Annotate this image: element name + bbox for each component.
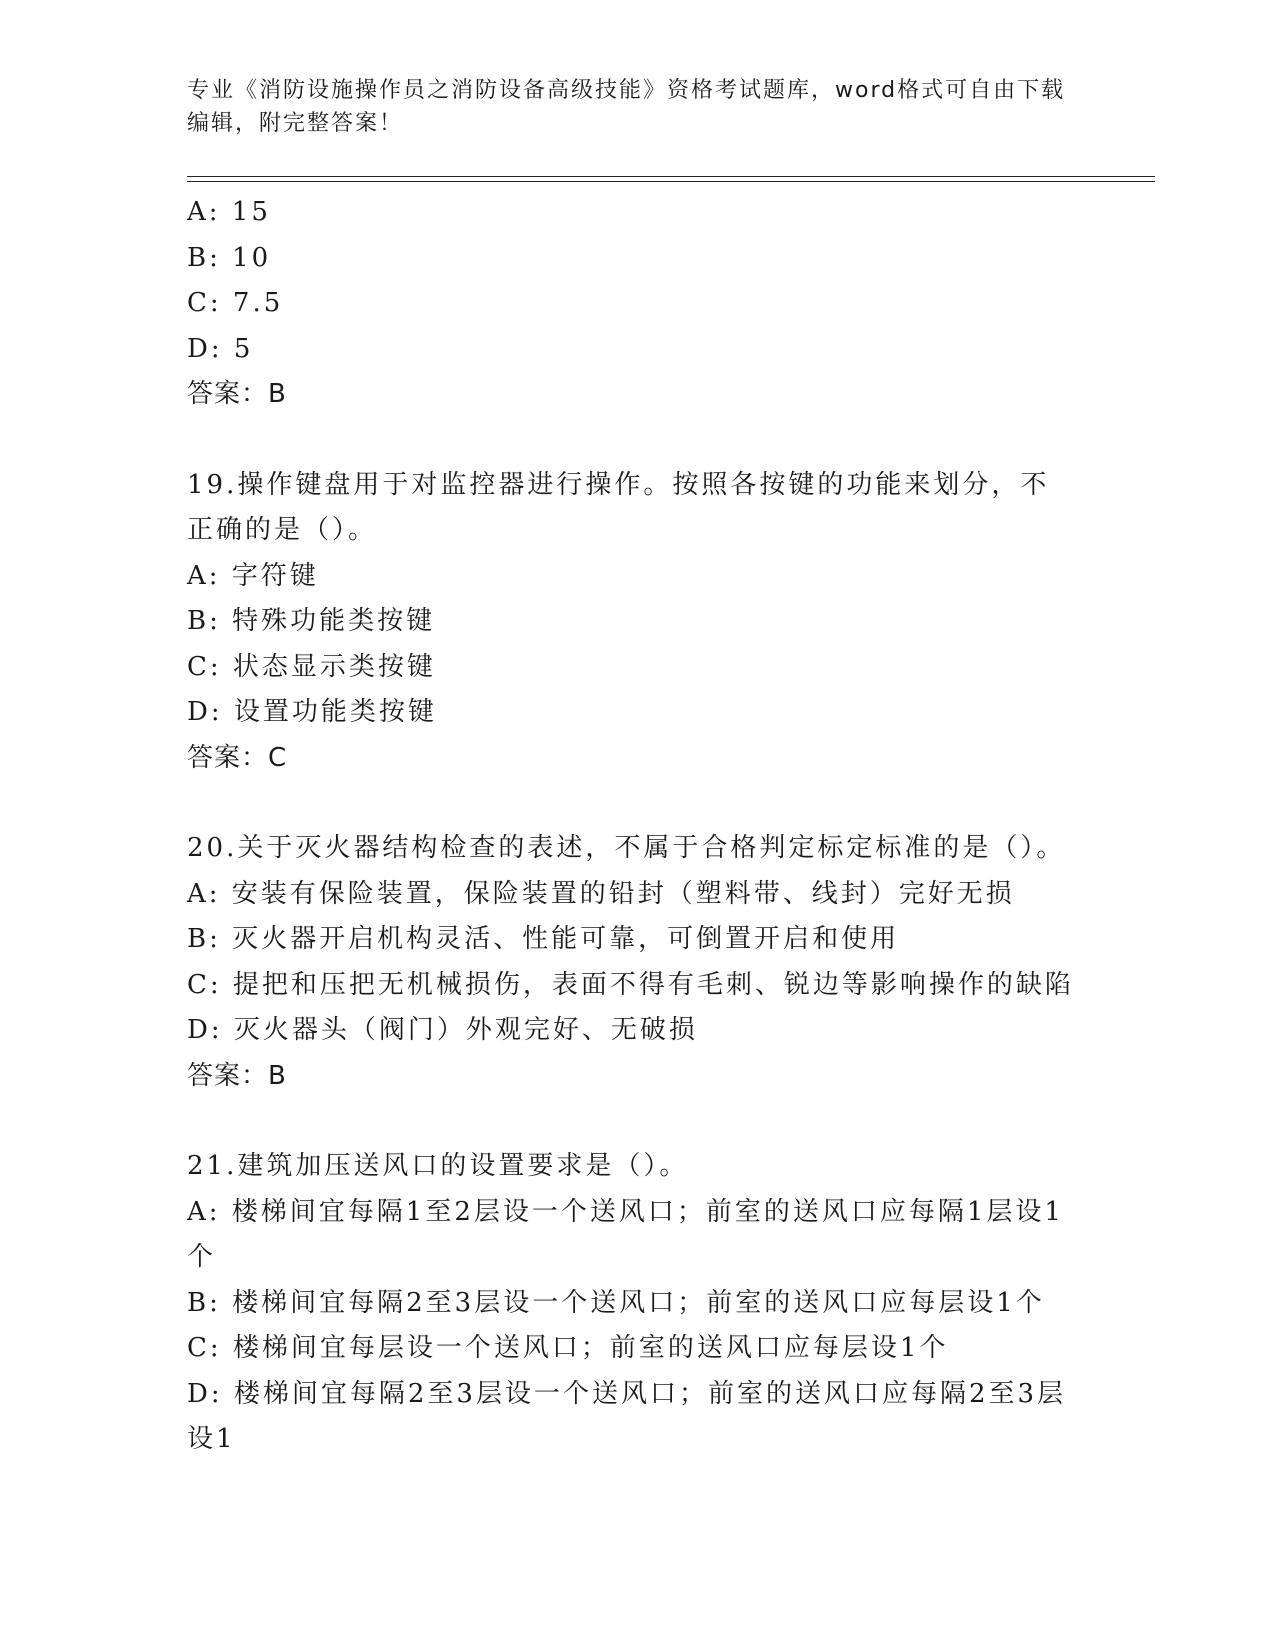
option-b: B: 灭火器开启机构灵活、性能可靠，可倒置开启和使用 <box>187 924 900 954</box>
option-d: D: 5 <box>187 333 254 364</box>
option-b: B: 特殊功能类按键 <box>187 606 436 636</box>
document-header: 专业《消防设施操作员之消防设备高级技能》资格考试题库，word格式可自由下载编辑，附完整答案！ <box>187 78 1066 136</box>
option-c: C: 7.5 <box>187 288 284 318</box>
option-b: B: 楼梯间宜每隔2至3层设一个送风口；前室的送风口应每层设1个 <box>187 1287 1045 1318</box>
header-divider-top <box>187 176 1155 177</box>
option-a: A: 字符键 <box>187 560 319 591</box>
option-a: A: 楼梯间宜每隔1至2层设一个送风口；前室的送风口应每隔1层设1个 <box>187 1196 1064 1272</box>
answer-line: 答案：B <box>187 1060 287 1091</box>
option-c: C: 提把和压把无机械损伤，表面不得有毛刺、锐边等影响操作的缺陷 <box>187 969 1074 1000</box>
question-18 <box>187 190 1067 418</box>
question-list <box>187 190 1074 1463</box>
answer-line: 答案：C <box>187 742 288 773</box>
question-stem: 21.建筑加压送风口的设置要求是（）。 <box>187 1151 689 1181</box>
question-21 <box>187 1144 1067 1463</box>
header-divider-bottom <box>187 181 1155 182</box>
option-d: D: 设置功能类按键 <box>187 697 437 727</box>
option-c: C: 楼梯间宜每层设一个送风口；前室的送风口应每层设1个 <box>187 1333 949 1363</box>
question-19 <box>187 463 1067 782</box>
option-b: B: 10 <box>187 242 272 273</box>
question-20 <box>187 826 1074 1099</box>
option-d: D: 灭火器头（阀门）外观完好、无破损 <box>187 1015 698 1045</box>
question-stem: 20.关于灭火器结构检查的表述，不属于合格判定标定标准的是（）。 <box>187 833 1066 863</box>
answer-line: 答案：B <box>187 379 287 409</box>
option-a: A: 安装有保险装置，保险装置的铅封（塑料带、线封）完好无损 <box>187 878 1015 909</box>
option-a: A: 15 <box>187 197 271 227</box>
question-stem: 19.操作键盘用于对监控器进行操作。按照各按键的功能来划分，不正确的是（）。 <box>187 469 1050 545</box>
option-c: C: 状态显示类按键 <box>187 651 436 682</box>
option-d: D: 楼梯间宜每隔2至3层设一个送风口；前室的送风口应每隔2至3层设1 <box>187 1378 1067 1454</box>
